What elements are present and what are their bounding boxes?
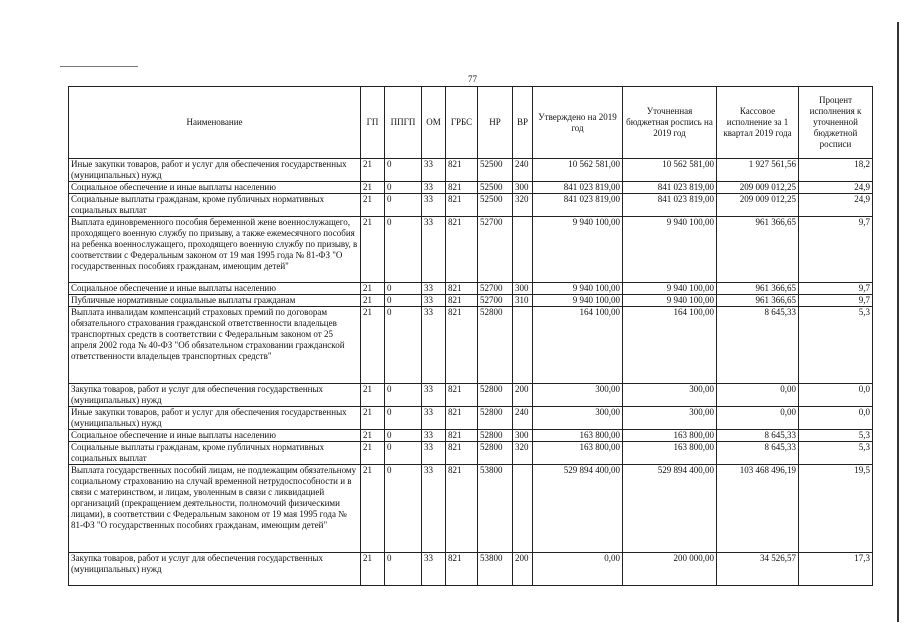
cell-refined: 529 894 400,00 [623,465,717,553]
table-row [69,430,873,442]
cell-grbs: 821 [446,182,478,194]
cell-cash: 209 009 012,25 [717,182,799,194]
header-np: НР [478,87,513,159]
cell-percent: 9,7 [799,295,873,307]
cell-gp: 21 [361,442,385,465]
cell-vr [513,465,533,553]
cell-om: 33 [422,283,446,295]
table-row [69,283,873,295]
cell-refined: 9 940 100,00 [623,283,717,295]
cell-gp: 21 [361,430,385,442]
cell-grbs: 821 [446,407,478,430]
cell-om: 33 [422,217,446,283]
cell-cash: 961 366,65 [717,283,799,295]
cell-om: 33 [422,182,446,194]
cell-refined: 841 023 819,00 [623,182,717,194]
cell-cash: 8 645,33 [717,442,799,465]
cell-om: 33 [422,465,446,553]
table-row [69,407,873,430]
cell-cash: 961 366,65 [717,295,799,307]
cell-cash: 103 468 496,19 [717,465,799,553]
cell-refined: 163 800,00 [623,442,717,465]
table-row [69,553,873,586]
cell-grbs: 821 [446,295,478,307]
cell-refined: 300,00 [623,384,717,407]
cell-np: 52500 [478,159,513,182]
cell-approved: 841 023 819,00 [533,194,623,217]
cell-ppgp: 0 [385,384,422,407]
cell-om: 33 [422,430,446,442]
cell-name: Иные закупки товаров, работ и услуг для обеспечения государственных (муниципальных) нужд [69,159,361,182]
cell-approved: 164 100,00 [533,307,623,384]
cell-cash: 1 927 561,56 [717,159,799,182]
cell-om: 33 [422,295,446,307]
cell-ppgp: 0 [385,194,422,217]
cell-approved: 9 940 100,00 [533,217,623,283]
cell-np: 52800 [478,442,513,465]
table-row [69,159,873,182]
cell-np: 52800 [478,430,513,442]
header-gp: ГП [361,87,385,159]
cell-gp: 21 [361,465,385,553]
cell-np: 52800 [478,384,513,407]
cell-vr: 200 [513,553,533,586]
cell-refined: 841 023 819,00 [623,194,717,217]
cell-ppgp: 0 [385,307,422,384]
cell-cash: 209 009 012,25 [717,194,799,217]
header-grbs: ГРБС [446,87,478,159]
header-percent: Процент исполнения к уточненной бюджетной росписи [799,87,873,159]
cell-refined: 200 000,00 [623,553,717,586]
cell-grbs: 821 [446,384,478,407]
header-vr: ВР [513,87,533,159]
cell-vr [513,217,533,283]
cell-np: 52700 [478,217,513,283]
cell-gp: 21 [361,283,385,295]
header-refined: Уточненная бюджетная роспись на 2019 год [623,87,717,159]
table-row [69,295,873,307]
cell-name: Выплата государственных пособий лицам, не подлежащим обязательному социальному страхованию на случай временной нетрудоспособности и в связи с материнством, и лицам, уволенным в связи с ликвидацией организаций (прекращением деятельности, полномочий физическими лицами), в соответствии с Федеральным законом от 19 мая 1995 года № 81-ФЗ "О государственных пособиях гражданам, имеющим детей" [69,465,361,553]
cell-refined: 10 562 581,00 [623,159,717,182]
cell-refined: 300,00 [623,407,717,430]
cell-om: 33 [422,407,446,430]
cell-gp: 21 [361,182,385,194]
cell-ppgp: 0 [385,553,422,586]
cell-cash: 961 366,65 [717,217,799,283]
header-rule [60,66,138,67]
cell-ppgp: 0 [385,295,422,307]
cell-om: 33 [422,194,446,217]
cell-cash: 8 645,33 [717,430,799,442]
cell-gp: 21 [361,407,385,430]
cell-approved: 841 023 819,00 [533,182,623,194]
cell-name: Социальное обеспечение и иные выплаты населению [69,283,361,295]
cell-grbs: 821 [446,553,478,586]
cell-om: 33 [422,384,446,407]
cell-grbs: 821 [446,430,478,442]
cell-name: Социальные выплаты гражданам, кроме публичных нормативных социальных выплат [69,442,361,465]
cell-approved: 0,00 [533,553,623,586]
header-ppgp: ППГП [385,87,422,159]
cell-vr: 300 [513,430,533,442]
cell-gp: 21 [361,295,385,307]
cell-name: Закупка товаров, работ и услуг для обеспечения государственных (муниципальных) нужд [69,384,361,407]
cell-grbs: 821 [446,283,478,295]
cell-name: Социальное обеспечение и иные выплаты населению [69,182,361,194]
table-row [69,194,873,217]
cell-om: 33 [422,159,446,182]
header-cash: Кассовое исполнение за 1 квартал 2019 года [717,87,799,159]
cell-percent: 5,3 [799,442,873,465]
cell-percent: 19,5 [799,465,873,553]
cell-ppgp: 0 [385,217,422,283]
cell-ppgp: 0 [385,465,422,553]
cell-name: Социальные выплаты гражданам, кроме публичных нормативных социальных выплат [69,194,361,217]
cell-refined: 9 940 100,00 [623,295,717,307]
cell-vr: 320 [513,442,533,465]
cell-np: 52700 [478,283,513,295]
cell-om: 33 [422,442,446,465]
table-row [69,465,873,553]
table-row [69,182,873,194]
table-header-row [69,87,873,159]
cell-gp: 21 [361,194,385,217]
cell-gp: 21 [361,307,385,384]
table-row [69,384,873,407]
cell-grbs: 821 [446,159,478,182]
cell-name: Иные закупки товаров, работ и услуг для обеспечения государственных (муниципальных) нужд [69,407,361,430]
cell-vr: 200 [513,384,533,407]
header-name: Наименование [69,87,361,159]
cell-ppgp: 0 [385,407,422,430]
cell-np: 52500 [478,182,513,194]
page-number: 77 [468,74,477,84]
cell-approved: 9 940 100,00 [533,295,623,307]
cell-name: Выплата единовременного пособия беременной жене военнослужащего, проходящего военную службу по призыву, а также ежемесячного пособия на ребенка военнослужащего, проходящего военную службу по призыву, в соответствии с Федеральным законом от 19 мая 1995 года № 81-ФЗ "О государственных пособиях гражданам, имеющим детей" [69,217,361,283]
cell-refined: 163 800,00 [623,430,717,442]
cell-grbs: 821 [446,217,478,283]
table-row [69,307,873,384]
cell-grbs: 821 [446,442,478,465]
cell-grbs: 821 [446,465,478,553]
cell-percent: 0,0 [799,407,873,430]
cell-name: Закупка товаров, работ и услуг для обеспечения государственных (муниципальных) нужд [69,553,361,586]
page-edge-bar [897,22,899,622]
cell-refined: 164 100,00 [623,307,717,384]
cell-np: 53800 [478,465,513,553]
cell-percent: 5,3 [799,307,873,384]
cell-om: 33 [422,307,446,384]
cell-gp: 21 [361,159,385,182]
cell-approved: 300,00 [533,407,623,430]
cell-ppgp: 0 [385,182,422,194]
cell-percent: 9,7 [799,217,873,283]
cell-percent: 24,9 [799,182,873,194]
cell-refined: 9 940 100,00 [623,217,717,283]
cell-np: 52800 [478,307,513,384]
cell-percent: 9,7 [799,283,873,295]
cell-name: Выплата инвалидам компенсаций страховых премий по договорам обязательного страхования гражданской ответственности владельцев транспортных средств в соответствии с Федеральным законом от 25 апреля 2002 года № 40-ФЗ "Об обязательном страховании гражданской ответственности владельцев транспортных средств" [69,307,361,384]
header-om: ОМ [422,87,446,159]
cell-approved: 10 562 581,00 [533,159,623,182]
cell-percent: 24,9 [799,194,873,217]
cell-vr [513,307,533,384]
cell-percent: 5,3 [799,430,873,442]
cell-vr: 240 [513,407,533,430]
cell-cash: 8 645,33 [717,307,799,384]
cell-np: 53800 [478,553,513,586]
cell-gp: 21 [361,384,385,407]
table-row [69,442,873,465]
cell-cash: 0,00 [717,407,799,430]
table-row [69,217,873,283]
header-approved: Утверждено на 2019 год [533,87,623,159]
cell-np: 52500 [478,194,513,217]
cell-grbs: 821 [446,307,478,384]
cell-approved: 163 800,00 [533,442,623,465]
cell-om: 33 [422,553,446,586]
cell-vr: 320 [513,194,533,217]
cell-ppgp: 0 [385,159,422,182]
cell-ppgp: 0 [385,442,422,465]
cell-grbs: 821 [446,194,478,217]
cell-vr: 310 [513,295,533,307]
cell-percent: 0,0 [799,384,873,407]
cell-percent: 17,3 [799,553,873,586]
cell-np: 52700 [478,295,513,307]
cell-cash: 0,00 [717,384,799,407]
budget-table [68,86,873,586]
cell-gp: 21 [361,217,385,283]
cell-vr: 240 [513,159,533,182]
cell-approved: 9 940 100,00 [533,283,623,295]
cell-vr: 300 [513,283,533,295]
cell-approved: 163 800,00 [533,430,623,442]
cell-name: Публичные нормативные социальные выплаты гражданам [69,295,361,307]
cell-ppgp: 0 [385,283,422,295]
cell-np: 52800 [478,407,513,430]
cell-gp: 21 [361,553,385,586]
cell-ppgp: 0 [385,430,422,442]
cell-vr: 300 [513,182,533,194]
cell-name: Социальное обеспечение и иные выплаты населению [69,430,361,442]
cell-approved: 300,00 [533,384,623,407]
cell-percent: 18,2 [799,159,873,182]
cell-cash: 34 526,57 [717,553,799,586]
cell-approved: 529 894 400,00 [533,465,623,553]
